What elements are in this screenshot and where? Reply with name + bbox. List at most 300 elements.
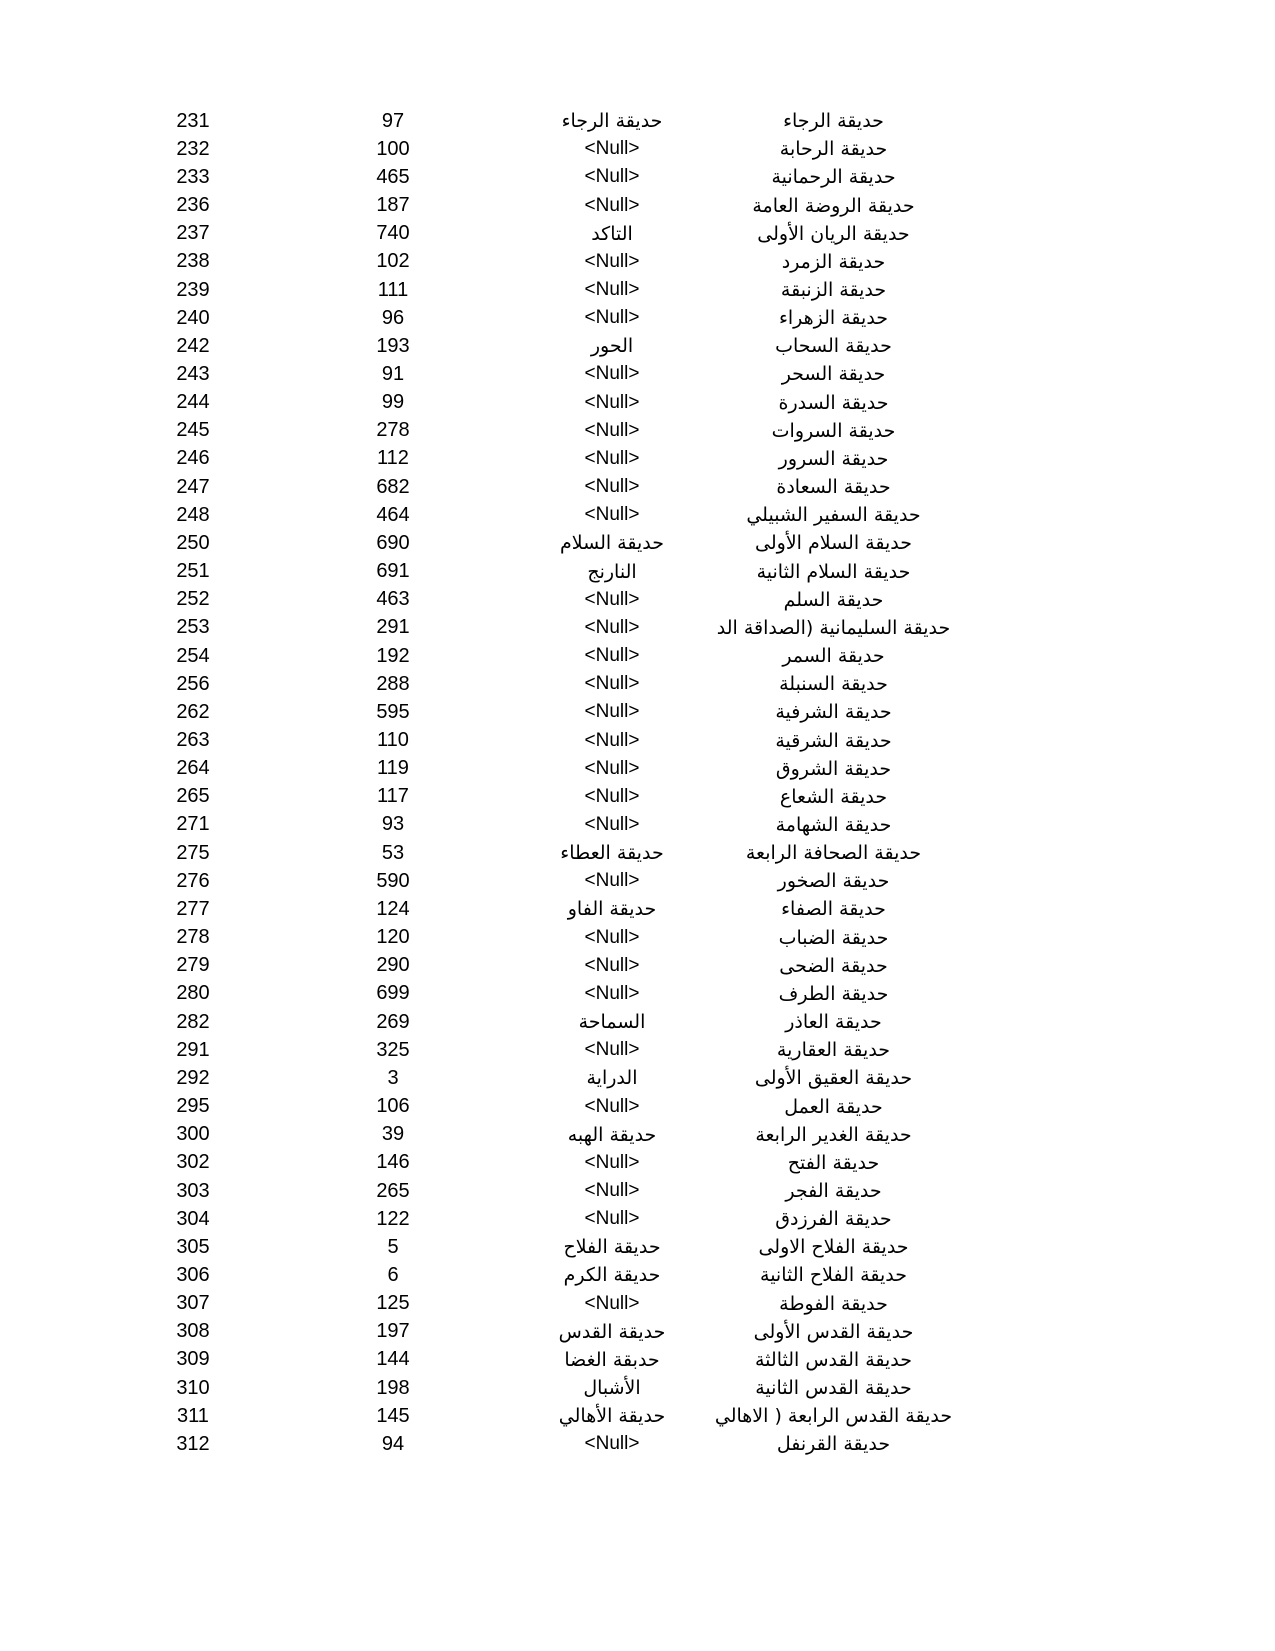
id-cell-text: 240: [176, 306, 210, 329]
count-cell-text: 288: [376, 672, 410, 695]
alt-name-cell-text: <Null>: [584, 645, 640, 667]
id-cell: [143, 755, 243, 783]
alt-name-cell-text: الدراية: [586, 1067, 638, 1090]
name-cell: [727, 248, 940, 276]
alt-name-cell-text: <Null>: [584, 194, 640, 216]
table-row: [0, 445, 1275, 473]
count-cell-text: 120: [376, 926, 410, 949]
name-cell-text: حديقة الريان الأولى: [757, 222, 910, 245]
id-cell: [143, 642, 243, 670]
alt-name-cell: [502, 952, 722, 980]
id-cell: [143, 1402, 243, 1430]
count-cell: [343, 1177, 443, 1205]
name-cell: [727, 1318, 940, 1346]
name-cell-text: حديقة السمر: [782, 645, 885, 668]
alt-name-cell: [502, 248, 722, 276]
count-cell: [343, 1036, 443, 1064]
id-cell: [143, 1290, 243, 1318]
id-cell-text: 312: [176, 1432, 210, 1455]
count-cell: [343, 304, 443, 332]
id-cell-text: 302: [176, 1151, 210, 1174]
id-cell-text: 243: [176, 362, 210, 385]
count-cell: [343, 1149, 443, 1177]
count-cell: [343, 670, 443, 698]
count-cell: [343, 952, 443, 980]
name-cell: [727, 135, 940, 163]
count-cell-text: 144: [376, 1348, 410, 1371]
alt-name-cell-text: <Null>: [584, 307, 640, 329]
alt-name-cell-text: حديقة القدس: [558, 1320, 666, 1343]
id-cell: [143, 529, 243, 557]
name-cell: [727, 895, 940, 923]
table-row: [0, 1430, 1275, 1458]
table-row: [0, 614, 1275, 642]
id-cell-text: 263: [176, 729, 210, 752]
count-cell-text: 682: [376, 475, 410, 498]
count-cell: [343, 614, 443, 642]
name-cell: [727, 417, 940, 445]
name-cell-text: حديقة الرجاء: [783, 110, 884, 133]
alt-name-cell-text: النارنج: [587, 560, 637, 583]
count-cell: [343, 191, 443, 219]
count-cell-text: 93: [381, 813, 405, 836]
name-cell: [727, 107, 940, 135]
id-cell: [143, 1233, 243, 1261]
name-cell: [716, 614, 951, 642]
table-row: [0, 1149, 1275, 1177]
count-cell-text: 198: [376, 1376, 410, 1399]
id-cell-text: 305: [176, 1235, 210, 1258]
name-cell-text: حديقة الصحافة الرابعة: [745, 842, 922, 865]
alt-name-cell-text: <Null>: [584, 1208, 640, 1230]
id-cell-text: 250: [176, 531, 210, 554]
id-cell-text: 280: [176, 982, 210, 1005]
id-cell-text: 232: [176, 137, 210, 160]
id-cell: [143, 924, 243, 952]
name-cell: [727, 726, 940, 754]
count-cell: [343, 839, 443, 867]
alt-name-cell-text: حدبقة الغضا: [564, 1348, 660, 1371]
name-cell-text: حديقة الزمرد: [781, 250, 886, 273]
name-cell-text: حديقة الفجر: [785, 1180, 882, 1203]
count-cell: [343, 783, 443, 811]
name-cell: [727, 1149, 940, 1177]
table-row: [0, 332, 1275, 360]
count-cell: [343, 248, 443, 276]
table-row: [0, 980, 1275, 1008]
count-cell: [343, 1346, 443, 1374]
data-table: [0, 107, 1275, 1459]
alt-name-cell-text: <Null>: [584, 1180, 640, 1202]
count-cell: [343, 1064, 443, 1092]
table-row: [0, 417, 1275, 445]
name-cell-text: حديقة الضباب: [778, 926, 889, 949]
id-cell-text: 238: [176, 250, 210, 273]
alt-name-cell: [502, 332, 722, 360]
table-row: [0, 473, 1275, 501]
table-row: [0, 1008, 1275, 1036]
id-cell-text: 254: [176, 644, 210, 667]
alt-name-cell-text: حديقة العطاء: [560, 842, 664, 865]
id-cell: [143, 1318, 243, 1346]
id-cell-text: 265: [176, 785, 210, 808]
table-row: [0, 360, 1275, 388]
id-cell-text: 282: [176, 1010, 210, 1033]
name-cell: [727, 558, 940, 586]
name-cell: [727, 1290, 940, 1318]
alt-name-cell-text: حديقة السلام: [560, 532, 664, 555]
count-cell: [343, 1290, 443, 1318]
alt-name-cell-text: <Null>: [584, 616, 640, 638]
name-cell-text: حديقة السروات: [771, 419, 896, 442]
id-cell: [143, 360, 243, 388]
alt-name-cell: [502, 698, 722, 726]
count-cell-text: 146: [376, 1151, 410, 1174]
count-cell-text: 102: [376, 250, 410, 273]
count-cell-text: 111: [377, 278, 409, 301]
count-cell-text: 117: [377, 785, 409, 808]
name-cell: [727, 501, 940, 529]
id-cell: [143, 1036, 243, 1064]
alt-name-cell-text: <Null>: [584, 363, 640, 385]
name-cell: [727, 529, 940, 557]
id-cell: [143, 445, 243, 473]
table-row: [0, 755, 1275, 783]
id-cell: [143, 220, 243, 248]
alt-name-cell: [502, 1121, 722, 1149]
count-cell: [343, 924, 443, 952]
name-cell: [727, 586, 940, 614]
count-cell-text: 465: [376, 165, 410, 188]
name-cell-text: حديقة السدرة: [778, 391, 889, 414]
id-cell: [143, 1064, 243, 1092]
alt-name-cell: [502, 501, 722, 529]
name-cell: [727, 839, 940, 867]
name-cell-text: حديقة الفرزدق: [775, 1208, 892, 1231]
name-cell-text: حديقة السليمانية (الصداقة الد: [716, 616, 951, 639]
table-row: [0, 1290, 1275, 1318]
alt-name-cell: [502, 529, 722, 557]
count-cell-text: 464: [376, 503, 410, 526]
count-cell-text: 278: [376, 419, 410, 442]
table-row: [0, 1205, 1275, 1233]
name-cell-text: حديقة الشهامة: [775, 813, 892, 836]
id-cell: [143, 163, 243, 191]
name-cell: [727, 811, 940, 839]
table-row: [0, 220, 1275, 248]
count-cell: [343, 726, 443, 754]
alt-name-cell: [502, 726, 722, 754]
id-cell: [143, 1205, 243, 1233]
id-cell-text: 244: [176, 391, 210, 414]
alt-name-cell: [502, 1036, 722, 1064]
id-cell: [143, 586, 243, 614]
count-cell: [343, 1374, 443, 1402]
id-cell-text: 277: [176, 897, 210, 920]
id-cell-text: 264: [176, 757, 210, 780]
table-row: [0, 1318, 1275, 1346]
alt-name-cell: [502, 1374, 722, 1402]
id-cell-text: 303: [176, 1179, 210, 1202]
alt-name-cell: [502, 670, 722, 698]
name-cell-text: حديقة الغدير الرابعة: [755, 1123, 912, 1146]
name-cell: [727, 1008, 940, 1036]
count-cell: [343, 220, 443, 248]
alt-name-cell: [502, 360, 722, 388]
id-cell: [143, 332, 243, 360]
count-cell-text: 91: [381, 362, 405, 385]
alt-name-cell-text: <Null>: [584, 673, 640, 695]
count-cell-text: 122: [376, 1207, 410, 1230]
alt-name-cell: [502, 1205, 722, 1233]
name-cell-text: حديقة السعادة: [776, 476, 891, 499]
name-cell: [727, 1064, 940, 1092]
count-cell: [343, 529, 443, 557]
name-cell: [727, 670, 940, 698]
id-cell: [143, 726, 243, 754]
count-cell-text: 39: [381, 1123, 405, 1146]
name-cell: [727, 698, 940, 726]
alt-name-cell: [502, 417, 722, 445]
alt-name-cell-text: <Null>: [584, 1151, 640, 1173]
count-cell: [343, 1261, 443, 1289]
table-row: [0, 952, 1275, 980]
count-cell: [343, 980, 443, 1008]
alt-name-cell: [502, 924, 722, 952]
count-cell: [343, 1092, 443, 1120]
id-cell: [143, 1121, 243, 1149]
id-cell: [143, 1346, 243, 1374]
table-row: [0, 1233, 1275, 1261]
count-cell: [343, 332, 443, 360]
count-cell-text: 193: [376, 334, 410, 357]
alt-name-cell: [502, 1008, 722, 1036]
alt-name-cell: [502, 220, 722, 248]
id-cell: [143, 389, 243, 417]
count-cell-text: 265: [376, 1179, 410, 1202]
name-cell: [727, 1205, 940, 1233]
id-cell: [143, 191, 243, 219]
alt-name-cell: [502, 980, 722, 1008]
name-cell: [727, 276, 940, 304]
name-cell: [727, 191, 940, 219]
id-cell: [143, 811, 243, 839]
alt-name-cell: [502, 1233, 722, 1261]
alt-name-cell-text: <Null>: [584, 982, 640, 1004]
count-cell-text: 106: [376, 1095, 410, 1118]
table-row: [0, 867, 1275, 895]
count-cell-text: 94: [381, 1432, 405, 1455]
name-cell-text: حديقة السحر: [781, 363, 886, 386]
id-cell: [143, 614, 243, 642]
table-row: [0, 586, 1275, 614]
table-row: [0, 1177, 1275, 1205]
alt-name-cell-text: الأشبال: [583, 1377, 641, 1400]
name-cell-text: حديقة السرور: [778, 447, 889, 470]
table-row: [0, 1346, 1275, 1374]
id-cell-text: 236: [176, 194, 210, 217]
alt-name-cell-text: حديقة الأهالي: [558, 1405, 666, 1428]
count-cell-text: 97: [381, 109, 405, 132]
count-cell-text: 125: [376, 1292, 410, 1315]
table-row: [0, 839, 1275, 867]
count-cell: [343, 867, 443, 895]
id-cell-text: 271: [176, 813, 210, 836]
table-row: [0, 698, 1275, 726]
name-cell: [727, 304, 940, 332]
id-cell-text: 275: [176, 841, 210, 864]
count-cell-text: 290: [376, 954, 410, 977]
alt-name-cell: [502, 895, 722, 923]
alt-name-cell-text: <Null>: [584, 166, 640, 188]
count-cell: [343, 360, 443, 388]
alt-name-cell-text: <Null>: [584, 785, 640, 807]
table-row: [0, 276, 1275, 304]
table-row: [0, 248, 1275, 276]
table-row: [0, 304, 1275, 332]
count-cell-text: 192: [376, 644, 410, 667]
alt-name-cell-text: حديقة الفلاح: [563, 1236, 661, 1259]
count-cell: [343, 107, 443, 135]
name-cell-text: حديقة القدس الثانية: [755, 1377, 912, 1400]
name-cell: [727, 867, 940, 895]
count-cell-text: 96: [381, 306, 405, 329]
id-cell-text: 311: [177, 1404, 209, 1427]
alt-name-cell-text: <Null>: [584, 391, 640, 413]
alt-name-cell-text: الحور: [590, 335, 634, 358]
id-cell: [143, 473, 243, 501]
alt-name-cell-text: <Null>: [584, 1292, 640, 1314]
id-cell: [143, 276, 243, 304]
count-cell: [343, 811, 443, 839]
count-cell-text: 110: [377, 729, 409, 752]
id-cell: [143, 501, 243, 529]
id-cell: [143, 107, 243, 135]
id-cell-text: 306: [176, 1263, 210, 1286]
alt-name-cell-text: <Null>: [584, 1095, 640, 1117]
count-cell: [343, 135, 443, 163]
name-cell: [727, 389, 940, 417]
alt-name-cell-text: حديقة الكرم: [563, 1264, 661, 1287]
id-cell: [143, 1261, 243, 1289]
alt-name-cell-text: <Null>: [584, 419, 640, 441]
name-cell-text: حديقة العقيق الأولى: [754, 1067, 913, 1090]
count-cell-text: 325: [376, 1038, 410, 1061]
count-cell-text: 6: [387, 1263, 399, 1286]
id-cell: [143, 558, 243, 586]
count-cell-text: 291: [376, 616, 410, 639]
id-cell-text: 291: [176, 1038, 210, 1061]
count-cell: [343, 1402, 443, 1430]
name-cell-text: حديقة الضحى: [779, 954, 888, 977]
id-cell-text: 233: [176, 165, 210, 188]
name-cell: [727, 360, 940, 388]
name-cell: [727, 1261, 940, 1289]
alt-name-cell: [502, 755, 722, 783]
count-cell-text: 740: [376, 222, 410, 245]
name-cell-text: حديقة الشعاع: [779, 785, 888, 808]
count-cell-text: 3: [387, 1066, 399, 1089]
id-cell-text: 279: [176, 954, 210, 977]
alt-name-cell-text: <Null>: [584, 926, 640, 948]
alt-name-cell: [502, 558, 722, 586]
alt-name-cell: [502, 642, 722, 670]
name-cell: [727, 1177, 940, 1205]
alt-name-cell-text: <Null>: [584, 954, 640, 976]
alt-name-cell-text: <Null>: [584, 588, 640, 610]
count-cell: [343, 755, 443, 783]
name-cell: [727, 924, 940, 952]
count-cell: [343, 276, 443, 304]
alt-name-cell: [502, 1346, 722, 1374]
name-cell-text: حديقة الشروق: [775, 757, 892, 780]
alt-name-cell: [502, 107, 722, 135]
count-cell-text: 145: [376, 1404, 410, 1427]
id-cell-text: 253: [176, 616, 210, 639]
table-row: [0, 529, 1275, 557]
id-cell-text: 309: [176, 1348, 210, 1371]
count-cell-text: 99: [381, 391, 405, 414]
alt-name-cell: [502, 1402, 722, 1430]
id-cell-text: 276: [176, 869, 210, 892]
name-cell: [727, 1346, 940, 1374]
name-cell-text: حديقة السلم: [783, 588, 884, 611]
count-cell: [343, 698, 443, 726]
name-cell-text: حديقة الزهراء: [778, 307, 889, 330]
id-cell: [143, 895, 243, 923]
name-cell-text: حديقة الطرف: [778, 982, 889, 1005]
name-cell-text: حديقة القدس الرابعة ( الاهالي: [714, 1405, 953, 1428]
alt-name-cell-text: حديقة الفاو: [567, 898, 657, 921]
count-cell-text: 595: [376, 700, 410, 723]
table-row: [0, 811, 1275, 839]
count-cell: [343, 163, 443, 191]
name-cell: [727, 980, 940, 1008]
id-cell-text: 247: [176, 475, 210, 498]
id-cell: [143, 698, 243, 726]
id-cell: [143, 867, 243, 895]
id-cell: [143, 839, 243, 867]
alt-name-cell-text: <Null>: [584, 870, 640, 892]
name-cell-text: حديقة الفلاح الاولى: [758, 1236, 909, 1259]
name-cell: [727, 163, 940, 191]
name-cell-text: حديقة الرحمانية: [771, 166, 896, 189]
count-cell-text: 463: [376, 588, 410, 611]
table-row: [0, 163, 1275, 191]
table-row: [0, 1402, 1275, 1430]
alt-name-cell: [502, 1430, 722, 1458]
name-cell: [727, 783, 940, 811]
id-cell-text: 262: [176, 700, 210, 723]
id-cell-text: 307: [176, 1292, 210, 1315]
count-cell: [343, 1008, 443, 1036]
id-cell-text: 237: [176, 222, 210, 245]
table-row: [0, 1092, 1275, 1120]
alt-name-cell-text: <Null>: [584, 1039, 640, 1061]
name-cell-text: حديقة السفير الشبيلي: [746, 504, 921, 527]
count-cell: [343, 558, 443, 586]
alt-name-cell: [502, 1177, 722, 1205]
name-cell-text: حديقة السحاب: [775, 335, 892, 358]
name-cell: [727, 642, 940, 670]
alt-name-cell: [502, 1261, 722, 1289]
alt-name-cell: [502, 473, 722, 501]
table-row: [0, 135, 1275, 163]
id-cell: [143, 417, 243, 445]
id-cell-text: 256: [176, 672, 210, 695]
name-cell-text: حديقة الفتح: [787, 1151, 880, 1174]
alt-name-cell: [502, 276, 722, 304]
